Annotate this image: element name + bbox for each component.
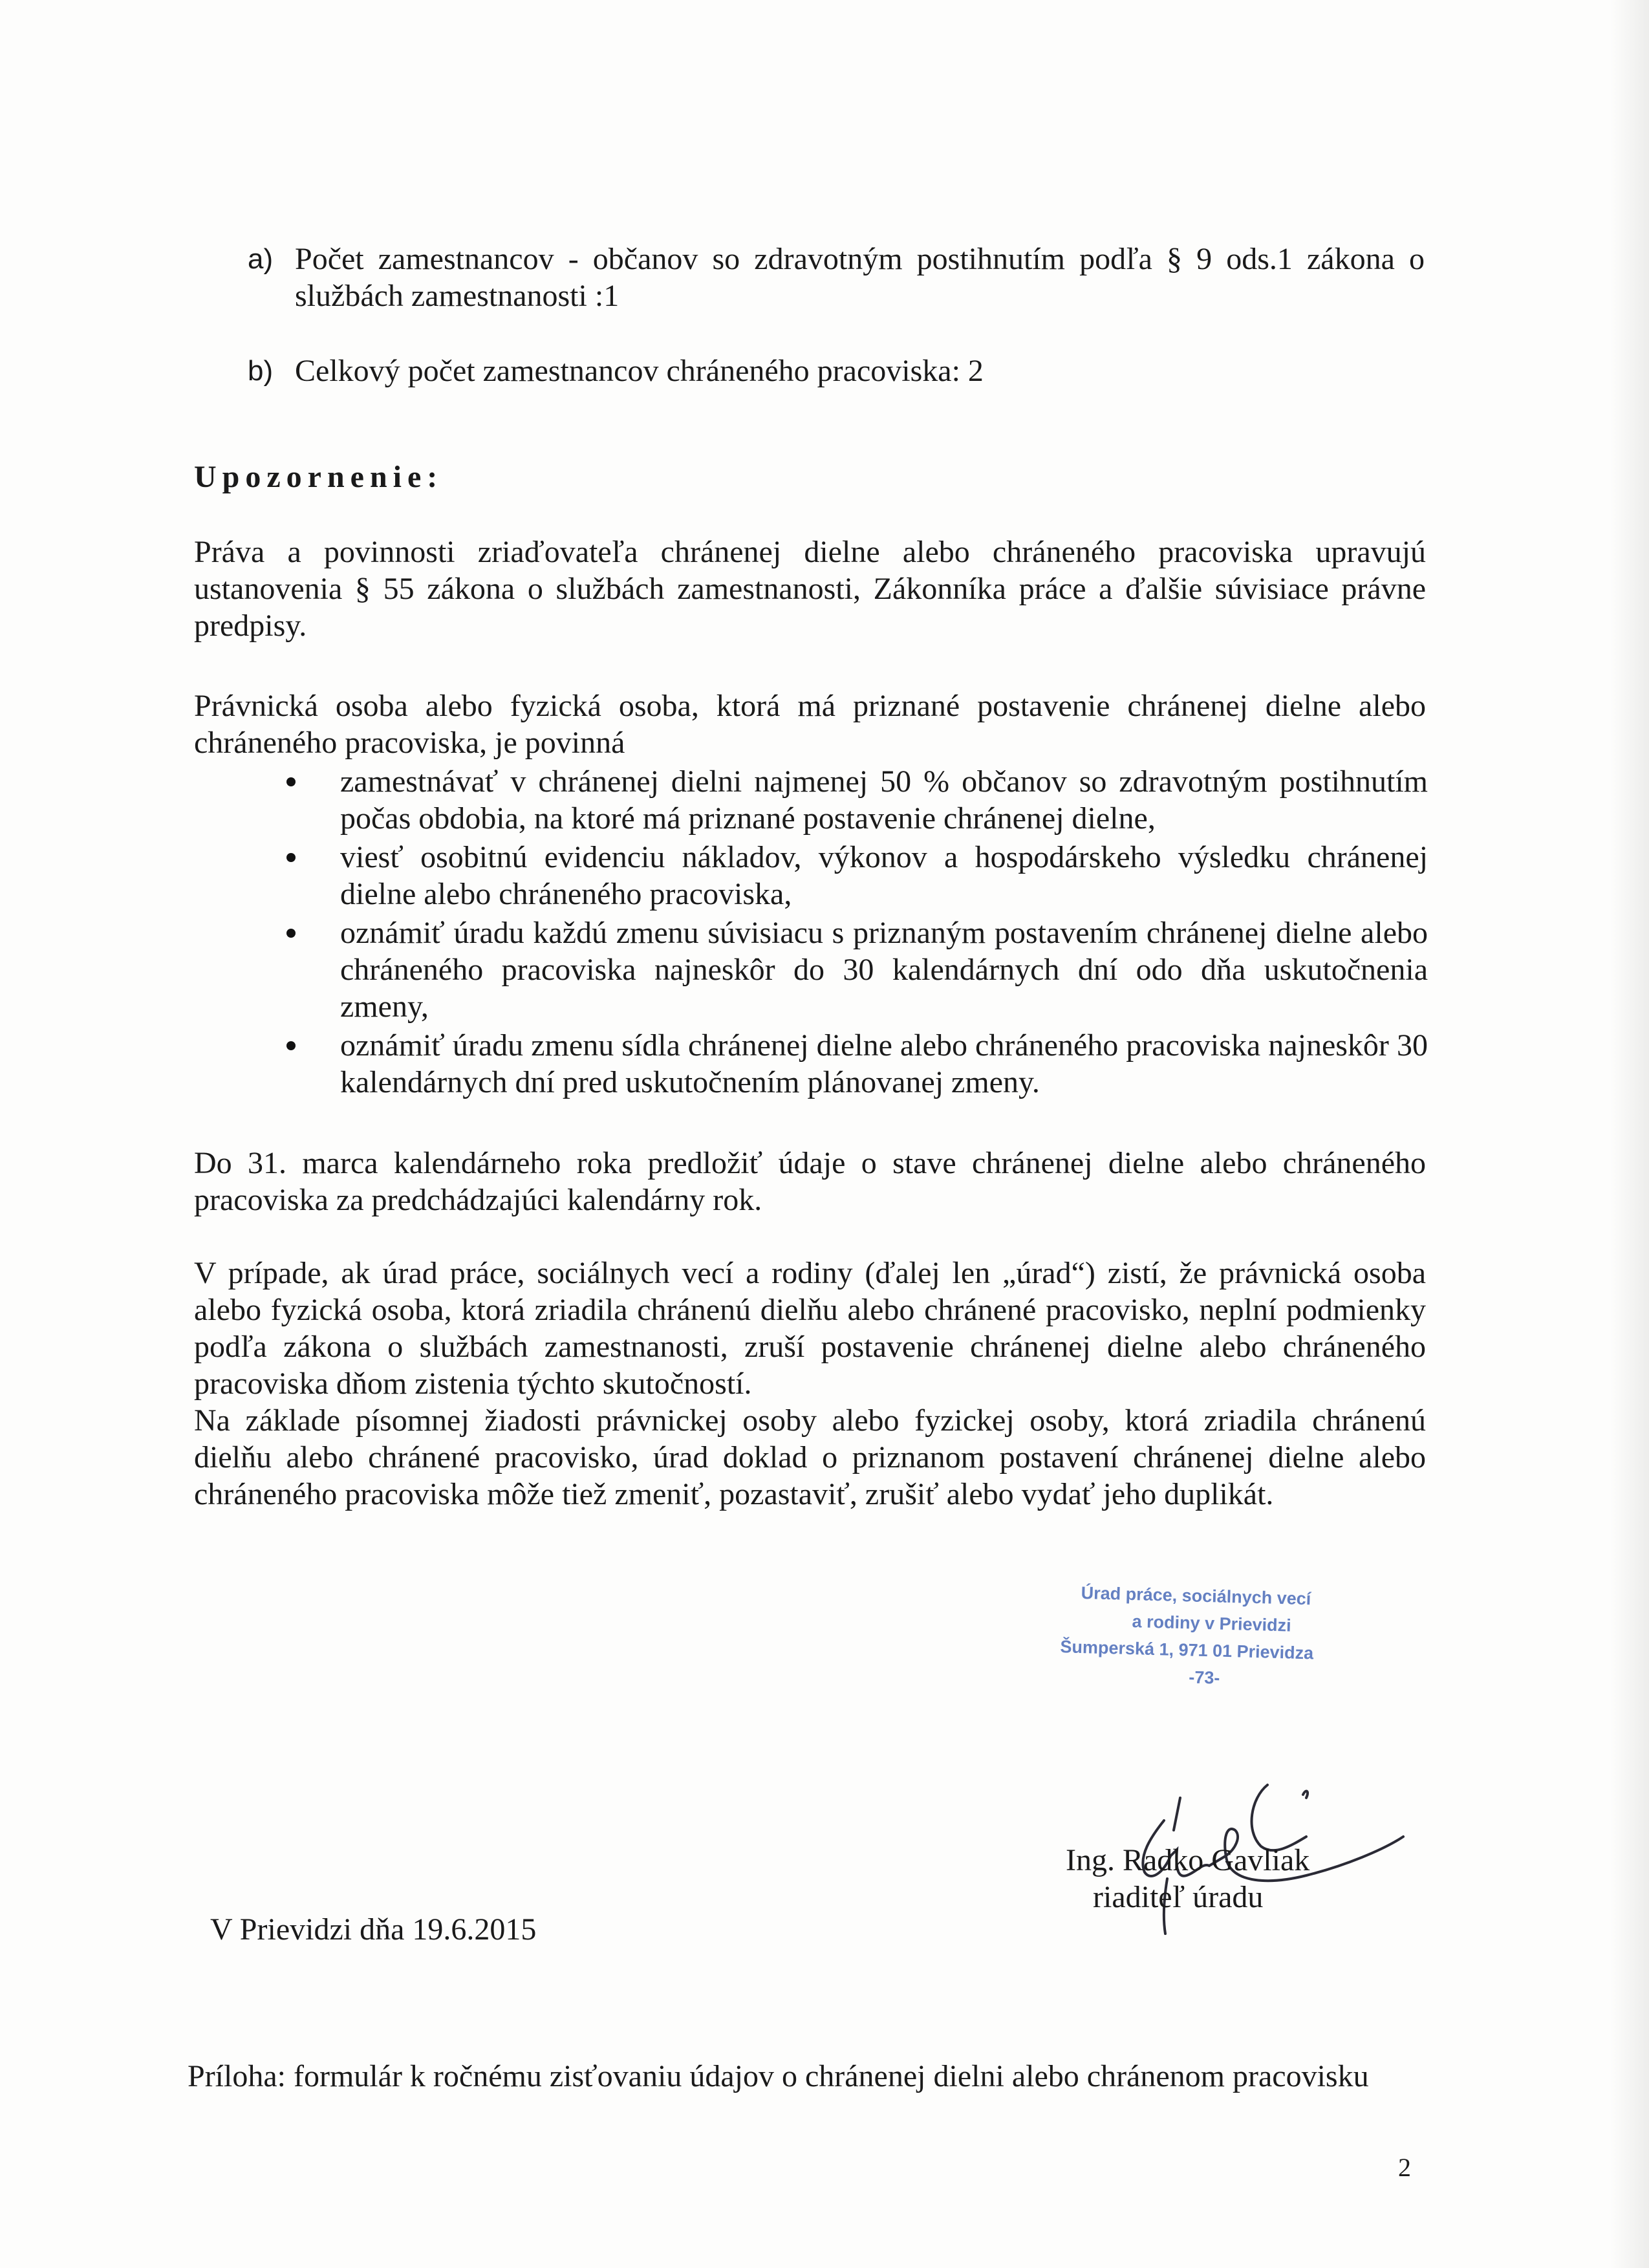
bullet-dot-icon [286, 929, 296, 938]
notice-heading: Upozornenie: [194, 460, 444, 494]
page-number: 2 [1398, 2153, 1411, 2182]
list-item [274, 914, 1428, 1025]
list-item [274, 839, 1428, 913]
stamp-line: a rodiny v Prievidzi [1132, 1612, 1292, 1636]
bullet-dot-icon [286, 777, 296, 786]
scan-edge-shadow [1610, 0, 1649, 2268]
list-item-text: oznámiť úradu každú zmenu súvisiacu s priznaným postavením chránenej dielne alebo chráneného pracoviska najneskôr do 30 kalendárnych dní odo dňa uskutočnenia zmeny, [340, 916, 1428, 1024]
notice-paragraph-obligations: Právnická osoba alebo fyzická osoba, ktorá má priznané postavenie chránenej dielne alebo chráneného pracoviska, je povinná [194, 689, 1426, 760]
list-item-text: zamestnávať v chránenej dielni najmenej 50 % občanov so zdravotným postihnutím počas obdobia, na ktoré má priznané postavenie chránenej dielne, [340, 764, 1428, 836]
list-item [274, 763, 1428, 837]
bullet-dot-icon [286, 853, 296, 862]
item-a-text: Počet zamestnancov - občanov so zdravotným postihnutím podľa § 9 ods.1 zákona o službách zamestnanosti :1 [295, 242, 1425, 313]
item-b-label: b) [248, 355, 274, 387]
signer-role: riaditeľ úradu [1093, 1880, 1264, 1914]
notice-paragraph-request: Na základe písomnej žiadosti právnickej osoby alebo fyzickej osoby, ktorá zriadila chránenú dielňu alebo chránené pracovisko, úrad doklad o priznanom postavení chránenej dielne alebo chráneného pracoviska môže tiež zmeniť, pozastaviť, zrušiť alebo vydať jeho duplikát. [194, 1403, 1426, 1511]
office-stamp [1059, 1579, 1398, 1696]
list-item-text: oznámiť úradu zmenu sídla chránenej dielne alebo chráneného pracoviska najneskôr 30 kalendárnych dní pred uskutočnením plánovanej zmeny. [340, 1028, 1428, 1099]
attachment-note: Príloha: formulár k ročnému zisťovaniu údajov o chránenej dielni alebo chránenom pracovisku [188, 2059, 1369, 2093]
item-a-label: a) [248, 243, 274, 275]
list-item [274, 1027, 1428, 1101]
stamp-line: -73- [1188, 1667, 1220, 1688]
list-item-text: viesť osobitnú evidenciu nákladov, výkonov a hospodárskeho výsledku chránenej dielne alebo chráneného pracoviska, [340, 840, 1428, 911]
notice-paragraph-deadline: Do 31. marca kalendárneho roka predložiť údaje o stave chránenej dielne alebo chráneného pracoviska za predchádzajúci kalendárny rok. [194, 1146, 1426, 1217]
signer-name: Ing. Radko Gavliak [1066, 1843, 1310, 1877]
obligations-list [274, 763, 1428, 1103]
item-b-text: Celkový počet zamestnancov chráneného pracoviska: 2 [295, 354, 984, 388]
notice-paragraph-rights: Práva a povinnosti zriaďovateľa chránenej dielne alebo chráneného pracoviska upravujú ustanovenia § 55 zákona o službách zamestnanosti, Zákonníka práce a ďalšie súvisiace právne predpisy. [194, 535, 1426, 643]
stamp-line: Úrad práce, sociálnych vecí [1081, 1583, 1311, 1609]
bullet-dot-icon [286, 1041, 296, 1050]
notice-paragraph-revocation: V prípade, ak úrad práce, sociálnych vecí a rodiny (ďalej len „úrad“) zistí, že právnická osoba alebo fyzická osoba, ktorá zriadila chránenú dielňu alebo chránené pracovisko, neplní podmienky podľa zákona o službách zamestnanosti, zruší postavenie chránenej dielne alebo chráneného pracoviska dňom zistenia týchto skutočností. [194, 1256, 1426, 1401]
issue-date: V Prievidzi dňa 19.6.2015 [210, 1912, 537, 1947]
stamp-line: Šumperská 1, 971 01 Prievidza [1060, 1637, 1314, 1663]
